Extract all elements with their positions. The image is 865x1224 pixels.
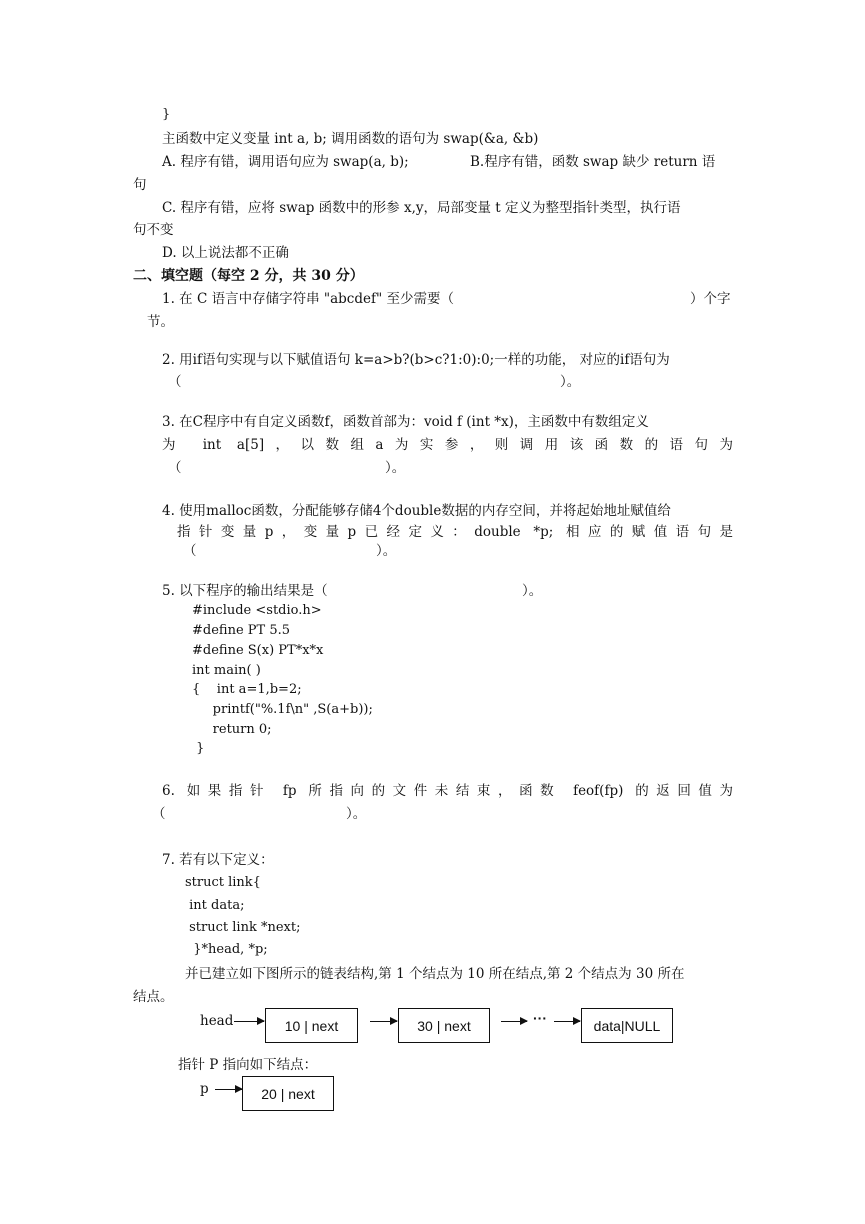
p-arrow — [215, 1089, 242, 1090]
main-function-line: 主函数中定义变量 int a, b; 调用函数的语句为 swap(&a, &b) — [162, 131, 539, 147]
q7-code-line: struct link{ — [185, 875, 261, 890]
head-label: head — [200, 1013, 234, 1029]
section-title: 二、填空题（每空 2 分，共 30 分） — [133, 268, 364, 284]
q5-code-line: return 0; — [192, 722, 272, 737]
q5-code-line: printf("%.1f\n" ,S(a+b)); — [192, 702, 373, 717]
q6-line1: 6. 如果指针 fp 所指向的文件未结束，函数 feof(fp) 的返回值为 — [162, 783, 733, 799]
q7-description-continued: 结点。 — [133, 989, 174, 1005]
q3-blank-close: ）。 — [385, 460, 406, 476]
option-d: D. 以上说法都不正确 — [162, 245, 289, 261]
q2-blank-close: ）。 — [560, 374, 581, 390]
q2-blank-open: （ — [168, 374, 182, 390]
q7-code-line: }*head, *p; — [185, 942, 268, 957]
option-b-continued: 句 — [133, 177, 147, 193]
q5-code-line: } — [192, 741, 205, 756]
list-node-1: 10 | next — [265, 1008, 358, 1043]
pointer-description: 指针 P 指向如下结点： — [178, 1057, 318, 1073]
q7-line1: 7. 若有以下定义： — [162, 852, 274, 868]
list-node-p: 20 | next — [242, 1076, 334, 1111]
q5-code-line: #include <stdio.h> — [192, 603, 322, 618]
q4-blank-open: （ — [183, 543, 197, 559]
q1-line1: 1. 在 C 语言中存储字符串 "abcdef" 至少需要（ — [162, 291, 454, 307]
q2-line1: 2. 用if语句实现与以下赋值语句 k=a>b?(b>c?1:0):0;一样的功能， 对应的if语句为 — [162, 352, 670, 368]
q4-line2: 指针变量p，变量p已经定义：double *p; 相应的赋值语句是 — [177, 524, 733, 540]
list-node-2: 30 | next — [398, 1008, 490, 1043]
ellipsis-arrow — [554, 1021, 580, 1022]
q5-line1: 5. 以下程序的输出结果是（ — [162, 583, 328, 599]
q4-blank-close: ）。 — [376, 543, 397, 559]
q5-code-line: #define S(x) PT*x*x — [192, 643, 324, 658]
node1-arrow — [370, 1021, 397, 1022]
q6-blank-close: ）。 — [346, 806, 367, 822]
node2-arrow — [501, 1021, 527, 1022]
q1-line1-end: ）个字 — [690, 291, 731, 307]
list-node-last: data|NULL — [581, 1008, 673, 1043]
q5-blank-close: ）。 — [522, 583, 543, 599]
q6-blank-open: （ — [152, 806, 166, 822]
q4-line1: 4. 使用malloc函数，分配能够存储4个double数据的内存空间，并将起始地址赋值给 — [162, 503, 671, 519]
option-a: A. 程序有错，调用语句应为 swap(a, b); — [162, 154, 409, 170]
q7-code-line: int data; — [185, 898, 245, 913]
option-b: B.程序有错，函数 swap 缺少 return 语 — [470, 154, 716, 170]
ellipsis: ··· — [533, 1010, 547, 1026]
q3-line2: 为 int a[5]，以数组a为实参，则调用该函数的语句为 — [162, 437, 733, 453]
q5-code-line: #define PT 5.5 — [192, 623, 291, 638]
q5-code-line: { int a=1,b=2; — [192, 682, 302, 697]
option-c: C. 程序有错，应将 swap 函数中的形参 x,y，局部变量 t 定义为整型指针类型，执行语 — [162, 200, 681, 216]
option-c-continued: 句不变 — [133, 222, 174, 238]
q5-code-line: int main( ) — [192, 663, 261, 678]
q7-description: 并已建立如下图所示的链表结构,第 1 个结点为 10 所在结点,第 2 个结点为 30 所在 — [185, 966, 685, 982]
q3-line1: 3. 在C程序中有自定义函数f，函数首部为：void f (int *x)，主函数中有数组定义 — [162, 414, 649, 430]
code-closing-brace: } — [162, 107, 171, 122]
p-label: p — [200, 1081, 209, 1097]
q3-blank-open: （ — [168, 460, 182, 476]
q7-code-line: struct link *next; — [185, 920, 301, 935]
q1-line2: 节。 — [147, 314, 174, 330]
head-arrow — [234, 1021, 264, 1022]
